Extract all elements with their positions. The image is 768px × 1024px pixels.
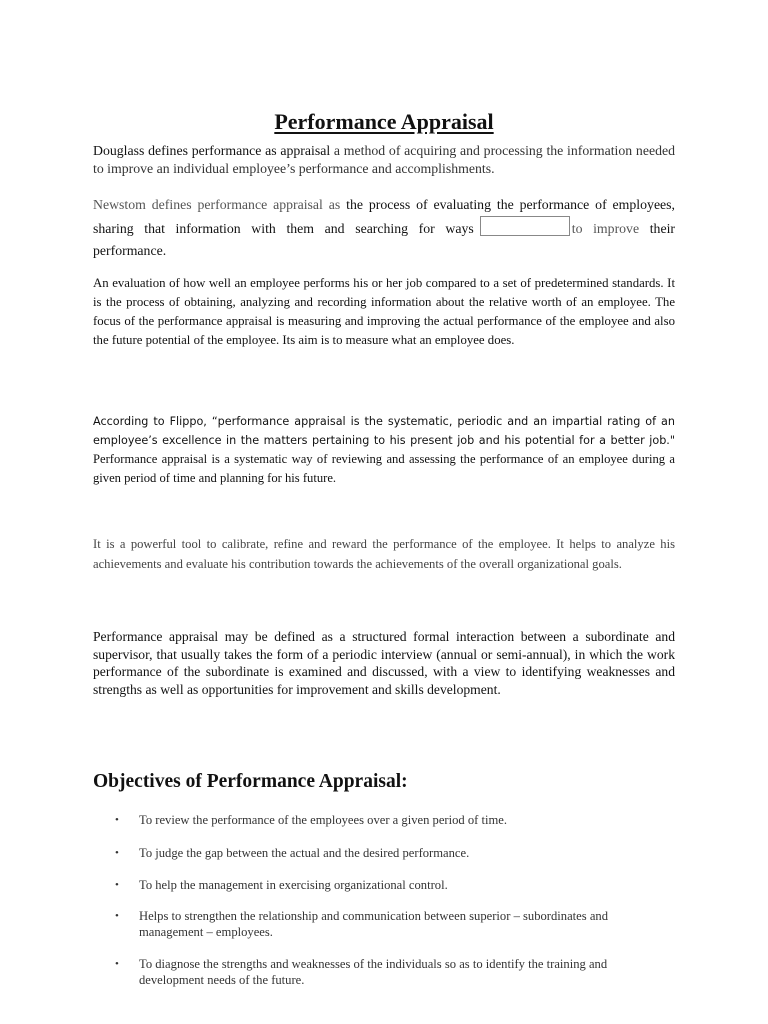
bullet-icon: • (115, 879, 119, 891)
paragraph-evaluation: An evaluation of how well an employee performs his or her job compared to a set of predetermined standards. It is the process of obtaining, analyzing and recording information about the relative worth of an employee. The focus of the performance appraisal is measuring and improving the actual performance of the employee and also the future potential of the employee. Its aim is to measure what an employee does. (93, 276, 675, 347)
paragraph-newstom (93, 194, 675, 262)
paragraph-newstom-intro: Newstom defines performance appraisal as (93, 197, 347, 212)
list-item-text: To diagnose the strengths and weaknesses of the individuals so as to identify the training and development needs of the future. (139, 956, 608, 987)
page-title: Performance Appraisal (274, 108, 494, 134)
paragraph-douglass (93, 142, 675, 178)
bullet-icon: • (115, 957, 119, 970)
list-item (93, 812, 675, 829)
paragraph-newstom-definition: the process of evaluating the performance of employees, sharing that information with them and searching for ways (93, 197, 676, 236)
paragraph-douglass-rest: a method of acquiring and processing the information needed to improve an individual employee’s performance and accomplishments. (93, 143, 675, 176)
objectives-heading: Objectives of Performance Appraisal: (93, 771, 408, 792)
list-item-text: Helps to strengthen the relationship and communication between superior – subordinates and management – employees. (139, 908, 609, 939)
paragraph-flippo-quote: According to Flippo, “performance appraisal is the systematic, periodic and an impartial rating of an employee’s excellence in the matters pertaining to his present job and his potential for a better job." (93, 415, 675, 447)
inline-empty-box (480, 216, 570, 236)
objectives-list (93, 812, 675, 989)
list-item (93, 845, 675, 862)
list-item-text: To help the management in exercising organizational control. (139, 878, 448, 892)
bullet-icon: • (115, 814, 119, 826)
paragraph-newstom-end: their performance. (93, 221, 675, 258)
paragraph-structured-interaction: Performance appraisal may be defined as a structured formal interaction between a subordinate and supervisor, that usually takes the form of a periodic interview (annual or semi-annual), in which the work performance of the subordinate is examined and discussed, with a view to identifying weaknesses and strengths as well as opportunities for improvement and skills development. (93, 629, 675, 697)
paragraph-powerful-tool: It is a powerful tool to calibrate, refine and reward the performance of the employee. It helps to analyze his achievements and evaluate his contribution towards the achievements of the overall organizational goals. (93, 537, 675, 571)
list-item (93, 877, 675, 894)
list-item (93, 908, 675, 941)
paragraph-flippo (93, 412, 675, 488)
bullet-icon: • (115, 909, 119, 922)
list-item-text: To review the performance of the employees over a given period of time. (139, 813, 508, 827)
list-item-text: To judge the gap between the actual and the desired performance. (139, 845, 470, 860)
bullet-icon: • (115, 846, 119, 859)
list-item (93, 956, 675, 989)
paragraph-newstom-to-improve: to improve (571, 221, 640, 236)
paragraph-flippo-rest: Performance appraisal is a systematic way of reviewing and assessing the performance of an employee during a given period of time and planning for his future. (93, 452, 675, 485)
paragraph-douglass-lead: Douglass defines performance as appraisal (93, 143, 331, 158)
